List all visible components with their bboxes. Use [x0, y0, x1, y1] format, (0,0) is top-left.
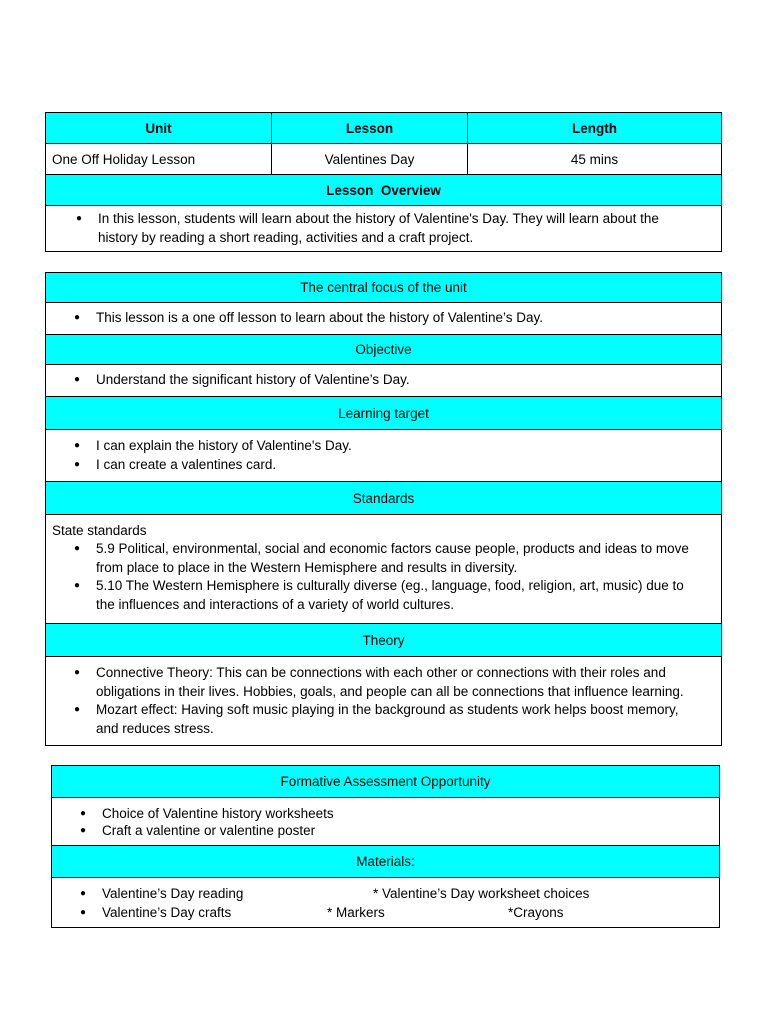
materials-header: Materials:	[52, 846, 720, 878]
unit-value: One Off Holiday Lesson	[46, 144, 272, 175]
objective-item: ● Understand the significant history of Valentine’s Day.	[96, 371, 721, 390]
state-standards-label: State standards	[52, 522, 147, 538]
lesson-header: Lesson	[272, 113, 468, 144]
focus-item: ● This lesson is a one off lesson to learn about the history of Valentine’s Day.	[96, 309, 721, 328]
standard-item: ● 5.9 Political, environmental, social and economic factors cause people, products and ideas to move from place to place in the Western Hemisphere and results in diversity.	[96, 540, 703, 577]
materials-row	[102, 884, 719, 903]
assessment-materials-table	[51, 765, 720, 928]
materials-cell	[52, 878, 720, 928]
theory-header: Theory	[46, 624, 722, 657]
target-item: ● I can explain the history of Valentine's Day.	[96, 437, 721, 456]
central-focus-cell	[46, 303, 722, 335]
unit-header: Unit	[46, 113, 272, 144]
assessment-cell	[52, 798, 720, 846]
objective-cell	[46, 365, 722, 397]
learning-target-header: Learning target	[46, 397, 722, 430]
central-focus-header: The central focus of the unit	[46, 273, 722, 303]
standards-header: Standards	[46, 482, 722, 515]
assessment-item: ● Craft a valentine or valentine poster	[102, 822, 719, 839]
material-item: * Valentine’s Day worksheet choices	[373, 885, 590, 901]
standards-cell	[46, 515, 722, 624]
length-header: Length	[468, 113, 722, 144]
lesson-info-table	[45, 112, 722, 252]
overview-item: ● In this lesson, students will learn about the history of Valentine's Day. They will learn about the history by reading a short reading, activities and a craft project.	[98, 210, 701, 247]
lesson-overview-header: Lesson Overview	[46, 175, 722, 206]
target-item: ● I can create a valentines card.	[96, 456, 721, 475]
theory-item: ● Connective Theory: This can be connections with each other or connections with their roles and obligations in their lives. Hobbies, goals, and people can all be connections that influence learning.	[96, 664, 703, 701]
objective-header: Objective	[46, 335, 722, 365]
length-value: 45 mins	[468, 144, 722, 175]
assessment-header: Formative Assessment Opportunity	[52, 766, 720, 798]
theory-cell	[46, 657, 722, 746]
lesson-details-table	[45, 272, 722, 746]
learning-target-cell	[46, 430, 722, 482]
material-item: Valentine’s Day reading	[102, 885, 244, 901]
assessment-item: ● Choice of Valentine history worksheets	[102, 805, 719, 822]
standard-item: ● 5.10 The Western Hemisphere is culturally diverse (eg., language, food, religion, art, music) due to the influences and interactions of a variety of world cultures.	[96, 577, 703, 614]
lesson-value: Valentines Day	[272, 144, 468, 175]
material-item: Valentine’s Day crafts	[102, 904, 232, 920]
theory-item: ● Mozart effect: Having soft music playing in the background as students work helps boost memory, and reduces stress.	[96, 701, 703, 738]
material-item: *Crayons	[508, 904, 564, 920]
materials-row	[102, 903, 719, 922]
lesson-overview-cell	[46, 206, 722, 252]
material-item: * Markers	[327, 904, 385, 920]
